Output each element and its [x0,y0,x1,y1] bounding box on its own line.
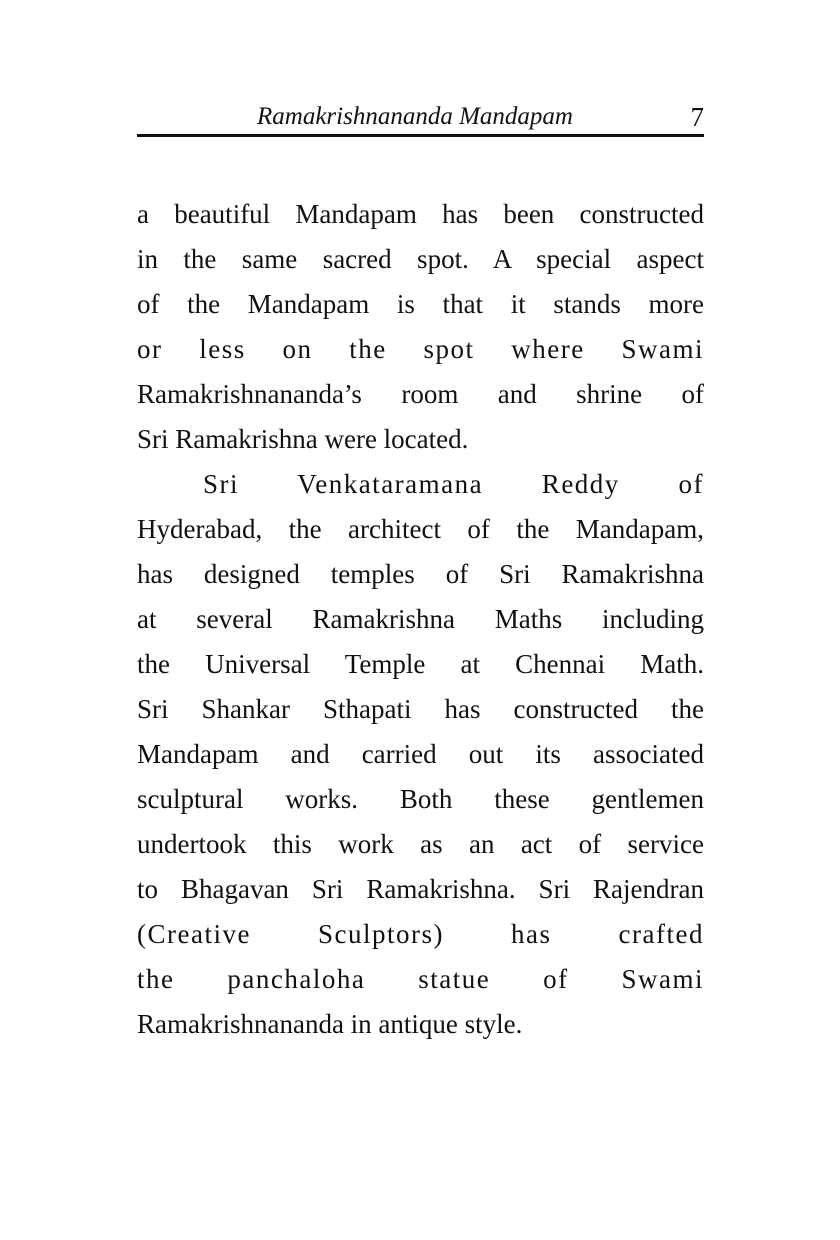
text-line: (Creative Sculptors) has crafted [137,919,704,949]
text-line: has designed temples of Sri Ramakrishna [137,559,704,589]
header-rule [137,134,704,137]
text-line: at several Ramakrishna Maths including [137,604,704,634]
text-line: Ramakrishnananda’s room and shrine of [137,379,704,409]
text-line: a beautiful Mandapam has been constructed [137,199,704,229]
page-number: 7 [690,102,704,132]
text-line: to Bhagavan Sri Ramakrishna. Sri Rajendran [137,874,704,904]
text-line: the Universal Temple at Chennai Math. [137,649,704,679]
text-line: Sri Shankar Sthapati has constructed the [137,694,704,724]
body-text [137,194,704,1049]
text-line: or less on the spot where Swami [137,334,704,364]
running-head [137,100,704,134]
text-line: Hyderabad, the architect of the Mandapam, [137,514,704,544]
text-line: Sri Venkataramana Reddy of [203,469,704,499]
text-line: in the same sacred spot. A special aspect [137,244,704,274]
paragraph-2 [137,464,704,1049]
paragraph-1 [137,194,704,464]
text-line: sculptural works. Both these gentlemen [137,784,704,814]
text-line: undertook this work as an act of service [137,829,704,859]
text-line: Mandapam and carried out its associated [137,739,704,769]
running-title: Ramakrishnananda Mandapam [257,103,573,130]
text-line: of the Mandapam is that it stands more [137,289,704,319]
text-line: Sri Ramakrishna were located. [137,424,469,454]
text-line: the panchaloha statue of Swami [137,964,704,994]
text-line: Ramakrishnananda in antique style. [137,1009,523,1039]
